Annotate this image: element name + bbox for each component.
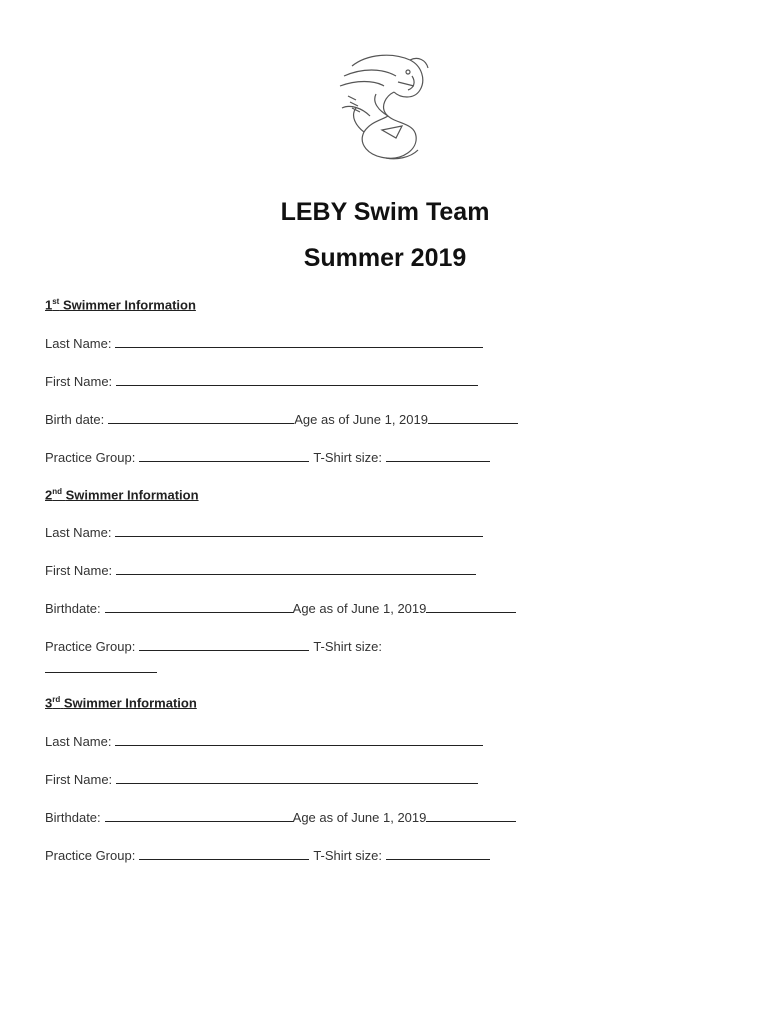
birthdate-label: Birthdate: xyxy=(45,810,101,825)
swimmer-2-age-field[interactable] xyxy=(426,600,516,613)
swimmer-1-practice-row xyxy=(45,449,490,465)
section-title: Swimmer Information xyxy=(62,297,196,313)
section-2-heading xyxy=(45,487,199,502)
section-1-heading xyxy=(45,297,196,312)
age-label: Age as of June 1, 2019 xyxy=(292,601,427,616)
swimmer-2-birthdate-field[interactable] xyxy=(105,600,293,613)
swimmer-1-first-name-row xyxy=(45,373,478,389)
last-name-label: Last Name: xyxy=(45,336,112,351)
last-name-label: Last Name: xyxy=(45,734,112,749)
last-name-label: Last Name: xyxy=(45,525,112,540)
swimmer-3-birthdate-row xyxy=(45,809,516,825)
swimmer-1-birth-date-field[interactable] xyxy=(108,411,294,424)
swimmer-1-tshirt-size-field[interactable] xyxy=(386,449,490,462)
swimmer-2-tshirt-size-field[interactable] xyxy=(45,660,157,673)
birth-date-label: Birth date: xyxy=(45,412,105,427)
form-title: LEBY Swim Team xyxy=(280,198,490,226)
birthdate-label: Birthdate: xyxy=(45,601,101,616)
tshirt-size-label: T-Shirt size: xyxy=(313,848,382,863)
section-number: 1 xyxy=(45,297,53,313)
swimmer-2-practice-row xyxy=(45,638,382,654)
first-name-label: First Name: xyxy=(45,374,113,389)
swimmer-2-last-name-field[interactable] xyxy=(115,524,483,537)
tshirt-size-label: T-Shirt size: xyxy=(313,450,382,465)
practice-group-label: Practice Group: xyxy=(45,848,136,863)
swimmer-3-last-name-row xyxy=(45,733,483,749)
swimmer-1-first-name-field[interactable] xyxy=(116,373,478,386)
first-name-label: First Name: xyxy=(45,772,113,787)
swimmer-3-practice-row xyxy=(45,847,490,863)
section-ordinal-suffix: nd xyxy=(52,487,63,496)
swimmer-3-practice-group-field[interactable] xyxy=(139,847,309,860)
swimmer-2-first-name-field[interactable] xyxy=(116,562,476,575)
swimmer-1-last-name-row xyxy=(45,335,483,351)
swimmer-3-first-name-field[interactable] xyxy=(116,771,478,784)
tshirt-size-label: T-Shirt size: xyxy=(313,639,382,654)
swimmer-2-first-name-row xyxy=(45,562,476,578)
swimmer-1-last-name-field[interactable] xyxy=(115,335,483,348)
swimmer-3-tshirt-size-field[interactable] xyxy=(386,847,490,860)
swimmer-1-practice-group-field[interactable] xyxy=(139,449,309,462)
swimmer-1-age-field[interactable] xyxy=(428,411,518,424)
age-label: Age as of June 1, 2019 xyxy=(294,412,428,427)
section-title: Swimmer Information xyxy=(63,695,197,711)
section-number: 2 xyxy=(45,487,53,503)
section-ordinal-suffix: rd xyxy=(52,695,61,704)
practice-group-label: Practice Group: xyxy=(45,639,136,654)
swimmer-3-age-field[interactable] xyxy=(426,809,516,822)
section-ordinal-suffix: st xyxy=(52,297,60,306)
form-subtitle: Summer 2019 xyxy=(303,244,467,272)
section-3-heading xyxy=(45,695,197,710)
swimmer-2-last-name-row xyxy=(45,524,483,540)
practice-group-label: Practice Group: xyxy=(45,450,136,465)
swimmer-2-practice-group-field[interactable] xyxy=(139,638,309,651)
swimmer-3-birthdate-field[interactable] xyxy=(105,809,293,822)
swimmer-1-birth-date-row xyxy=(45,411,518,427)
section-title: Swimmer Information xyxy=(65,487,199,503)
first-name-label: First Name: xyxy=(45,563,113,578)
section-number: 3 xyxy=(45,695,53,711)
sea-dragon-logo xyxy=(322,46,446,168)
swimmer-2-tshirt-row xyxy=(45,660,157,676)
age-label: Age as of June 1, 2019 xyxy=(292,810,427,825)
swimmer-3-first-name-row xyxy=(45,771,478,787)
swimmer-2-birthdate-row xyxy=(45,600,516,616)
swimmer-3-last-name-field[interactable] xyxy=(115,733,483,746)
